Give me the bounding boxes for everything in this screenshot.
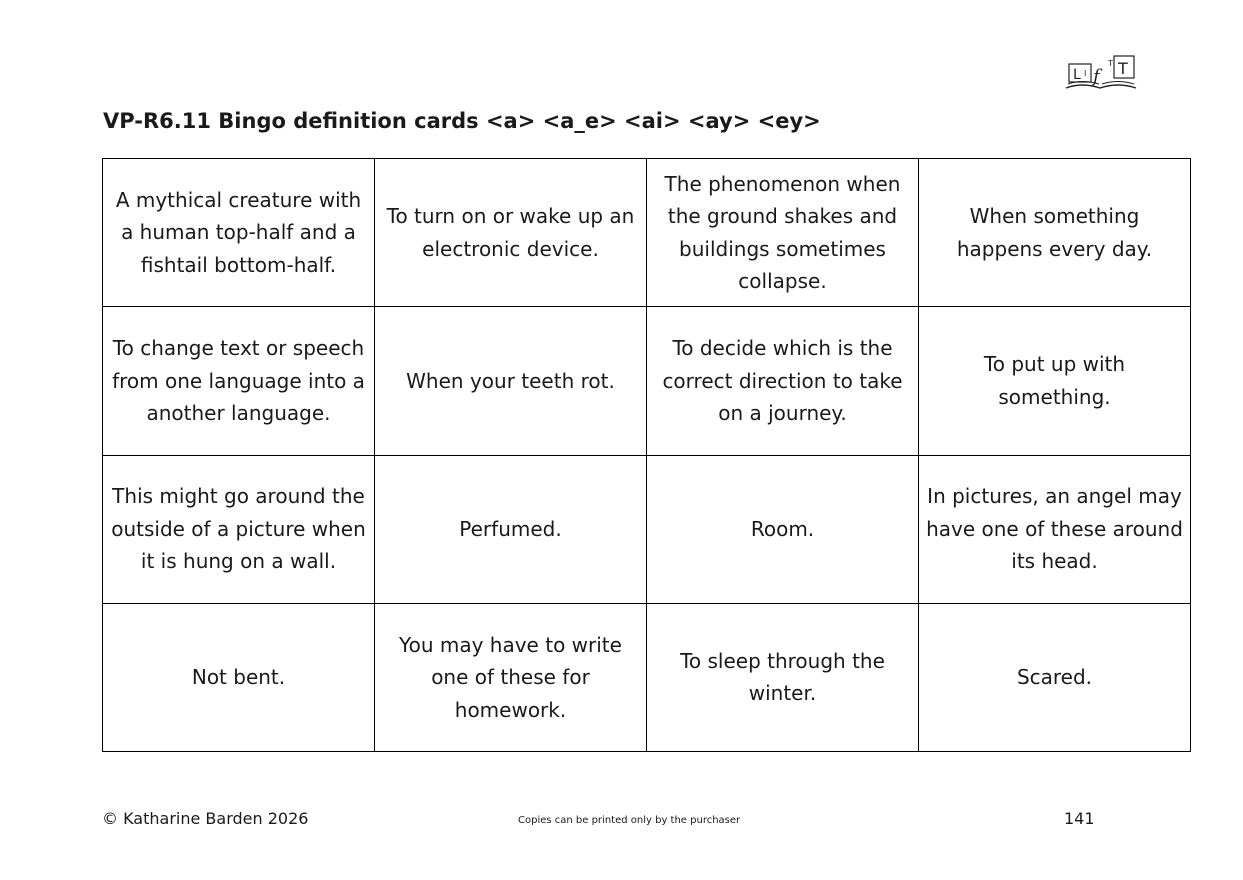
page-title: VP-R6.11 Bingo definition cards <a> <a_e> <ai> <ay> <ey> — [103, 109, 821, 133]
svg-text:I: I — [1084, 69, 1087, 78]
bingo-card-grid — [102, 158, 1191, 752]
svg-text:L: L — [1073, 67, 1081, 83]
definition-card: You may have to write one of these for homework. — [375, 603, 647, 751]
card-row — [103, 307, 1191, 455]
print-permission-note: Copies can be printed only by the purchaser — [518, 815, 741, 826]
definition-card: Not bent. — [103, 603, 375, 751]
svg-text:f: f — [1093, 66, 1100, 87]
definition-card: This might go around the outside of a picture when it is hung on a wall. — [103, 455, 375, 603]
book-logo-icon — [1064, 52, 1138, 94]
card-row — [103, 455, 1191, 603]
definition-card: When something happens every day. — [919, 159, 1191, 307]
definition-card: To sleep through the winter. — [647, 603, 919, 751]
card-row — [103, 159, 1191, 307]
definition-card: A mythical creature with a human top-half and a fishtail bottom-half. — [103, 159, 375, 307]
svg-text:T: T — [1118, 59, 1128, 78]
definition-card: To turn on or wake up an electronic device. — [375, 159, 647, 307]
definition-card: To put up with something. — [919, 307, 1191, 455]
definition-card: To decide which is the correct direction to take on a journey. — [647, 307, 919, 455]
definition-card: The phenomenon when the ground shakes and buildings sometimes collapse. — [647, 159, 919, 307]
definition-card: In pictures, an angel may have one of these around its head. — [919, 455, 1191, 603]
definition-card: When your teeth rot. — [375, 307, 647, 455]
page-number: 141 — [1064, 809, 1095, 828]
definition-card: Room. — [647, 455, 919, 603]
card-row — [103, 603, 1191, 751]
definition-card: Scared. — [919, 603, 1191, 751]
copyright-notice: © Katharine Barden 2026 — [102, 809, 309, 828]
definition-card: Perfumed. — [375, 455, 647, 603]
svg-text:T: T — [1108, 59, 1113, 68]
definition-card: To change text or speech from one language into a another language. — [103, 307, 375, 455]
